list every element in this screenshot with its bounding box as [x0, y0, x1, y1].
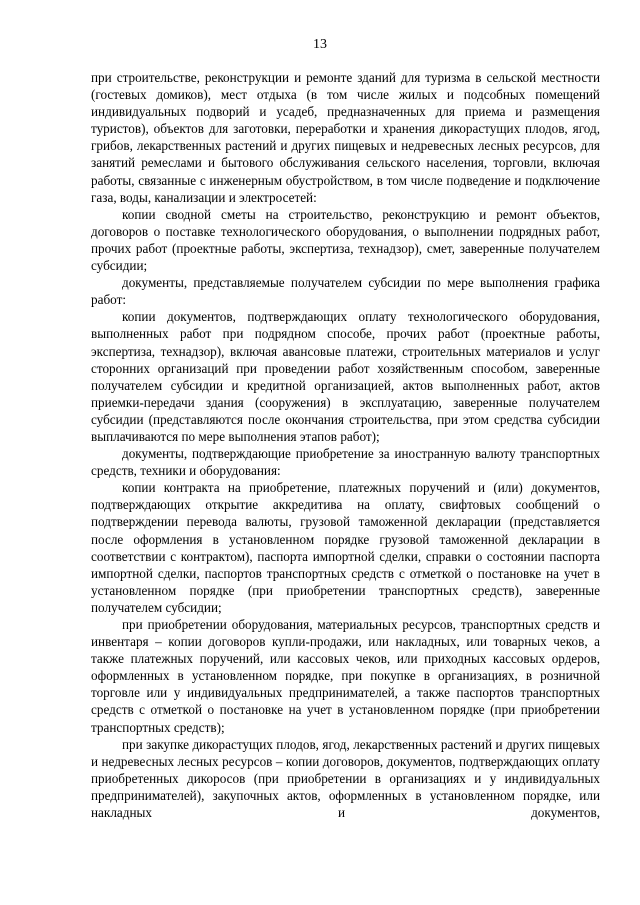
paragraph-contract-copies: копии контракта на приобретение, платежных поручений и (или) документов, подтверждающих открытие аккредитива на оплату, свифтовых сообщений о подтверждении перевода валюты, грузовой таможенной декларации (представляется после оформления в установленном порядке грузовой таможенной декларации в соответствии с контрактом), паспорта импортной сделки, справки о состоянии паспорта импортной сделки, паспортов транспортных средств с отметкой о постановке на учет в установленном порядке (при приобретении транспортных средств), заверенные получателем субсидии; [91, 480, 600, 615]
document-body [91, 69, 600, 821]
paragraph-construction-continuation: при строительстве, реконструкции и ремонте зданий для туризма в сельской местности (гостевых домиков), мест отдыха (в том числе жилых и подсобных помещений индивидуальных подворий и усадеб, предназначенных для приема и размещения туристов), объектов для заготовки, переработки и хранения дикорастущих плодов, ягод, грибов, лекарственных растений и других пищевых и недревесных лесных ресурсов, для занятий ремеслами и бытового обслуживания сельского населения, торговли, включая работы, связанные с инженерным обустройством, в том числе подведение и подключение газа, воды, канализации и электросетей: [91, 70, 600, 205]
paragraph-wild-harvest-purchase: при закупке дикорастущих плодов, ягод, лекарственных растений и других пищевых и недревесных лесных ресурсов – копии договоров, документов, подтверждающих оплату приобретенных дикоросов (при приобретении в организациях и у индивидуальных предпринимателей), закупочных актов, оформленных в установленном порядке, или накладных и документов, [91, 736, 600, 821]
page-number: 13 [313, 37, 327, 52]
paragraph-foreign-currency-documents: документы, подтверждающие приобретение за иностранную валюту транспортных средств, техники и оборудования: [91, 446, 600, 479]
paragraph-equipment-purchase: при приобретении оборудования, материальных ресурсов, транспортных средств и инвентаря – копии договоров купли-продажи, или накладных, или товарных чеков, а также платежных поручений, или кассовых чеков, или приходных кассовых ордеров, оформленных в установленном порядке, при покупке в организациях, в розничной торговле или у индивидуальных предпринимателей, а также паспортов транспортных средств с отметкой о постановке на учет в установленном порядке (при приобретении транспортных средств); [91, 617, 600, 735]
paragraph-payment-confirmation-copies: копии документов, подтверждающих оплату технологического оборудования, выполненных работ при подрядном способе, прочих работ (проектные работы, экспертиза, технадзор), включая авансовые платежи, строительных материалов и услуг сторонних организаций при проведении работ хозяйственным способом, заверенные получателем субсидии и кредитной организацией, актов выполненных работ, актов приемки-передачи здания (сооружения) в эксплуатацию, заверенные получателем субсидии (представляются после окончания строительства, при этом средства субсидии выплачиваются по мере выполнения этапов работ); [91, 309, 600, 444]
paragraph-work-schedule-documents: документы, представляемые получателем субсидии по мере выполнения графика работ: [91, 275, 600, 308]
paragraph-estimate-copies: копии сводной сметы на строительство, реконструкцию и ремонт объектов, договоров о поставке технологического оборудования, о выполнении подрядных работ, прочих работ (проектные работы, экспертиза, технадзор), смет, заверенные получателем субсидии; [91, 206, 600, 274]
